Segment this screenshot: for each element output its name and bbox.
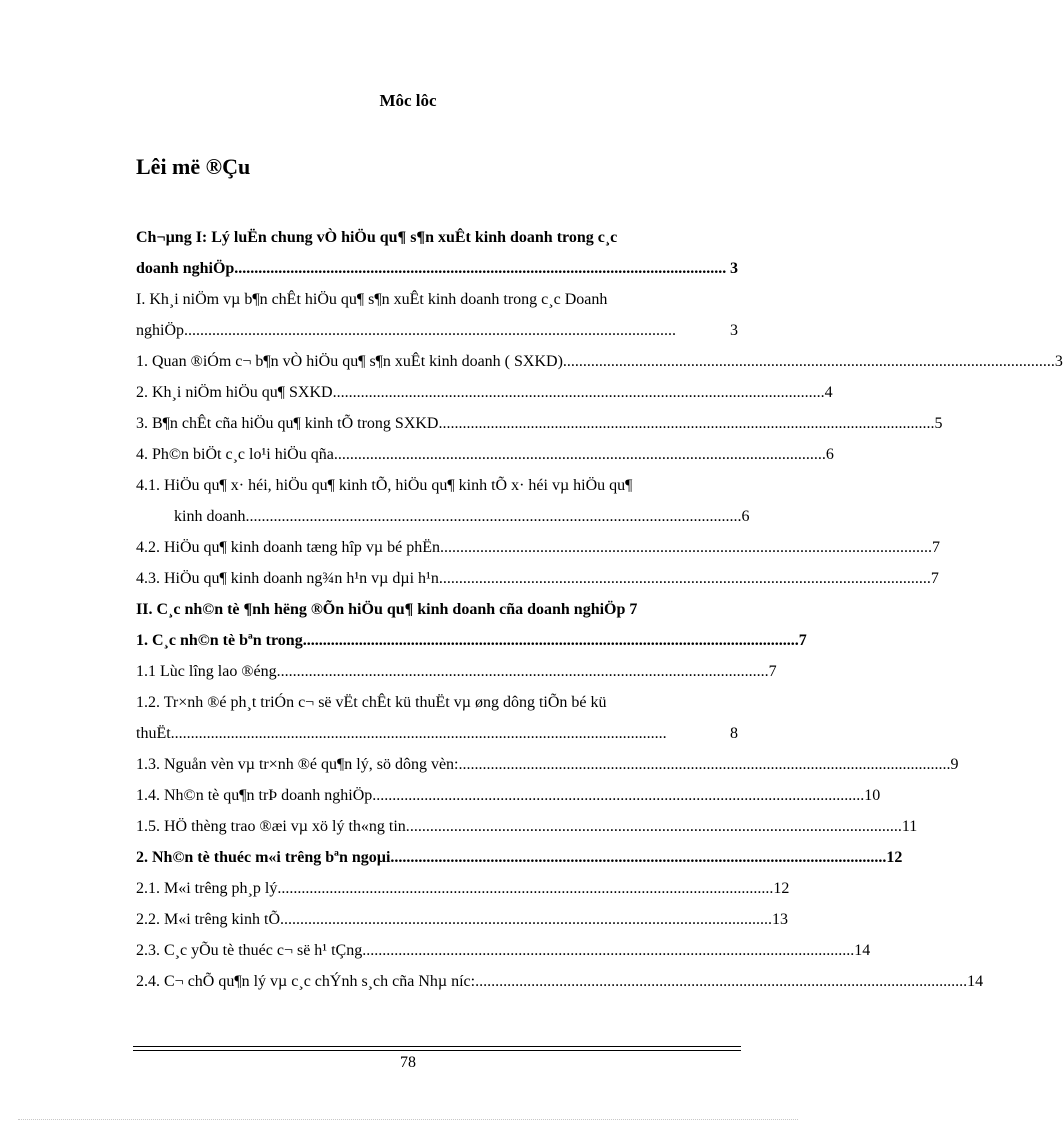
toc-entry	[136, 284, 738, 315]
toc-page-number: 6	[825, 445, 834, 463]
toc-entry	[136, 501, 750, 532]
toc-entry-text: Ch¬µng I: Lý luËn chung vÒ hiÖu qu¶ s¶n xuÊt kinh doanh trong c¸c	[136, 228, 618, 246]
toc-dot-leader: ...........................................................................................................................	[174, 724, 667, 742]
toc-dot-leader: ...........................................................................................................................	[458, 755, 951, 773]
toc-entry-text: 1.1 Lùc lîng lao ®éng	[136, 662, 277, 680]
toc-dot-leader: ...........................................................................................................................	[184, 321, 676, 339]
toc-entry-text: 1.5. HÖ thèng trao ®æi vµ xö lý th«ng tin.	[136, 817, 410, 835]
toc-dot-leader: ...........................................................................................................................	[372, 786, 865, 804]
toc-dot-leader: ...........................................................................................................................	[442, 414, 935, 432]
toc-page-number: 5	[934, 414, 943, 432]
toc-entry	[136, 904, 788, 935]
toc-entry	[136, 935, 871, 966]
toc-entry	[136, 377, 833, 408]
toc-page-number: 7	[932, 538, 941, 556]
toc-entry	[136, 811, 918, 842]
toc-page-number: 12	[886, 848, 903, 866]
table-of-contents	[136, 222, 1063, 997]
toc-entry-text: 2.1. M«i trêng ph¸p lý.	[136, 879, 282, 897]
footer-double-rule	[133, 1046, 741, 1051]
toc-entry	[136, 222, 738, 253]
toc-entry-text: 2. Kh¸i niÖm hiÖu qu¶ SXKD	[136, 383, 333, 401]
toc-dot-leader: ...........................................................................................................................	[394, 848, 887, 866]
toc-page-number: 3	[730, 321, 738, 339]
toc-entry-text: 1.2. Tr×nh ®é ph¸t triÓn c¬ së vËt chÊt kü thuËt vµ øng dông tiÕn bé kü	[136, 693, 607, 711]
toc-page-number: 14	[854, 941, 871, 959]
toc-dot-leader: ...........................................................................................................................	[332, 383, 825, 401]
toc-entry	[136, 563, 939, 594]
toc-entry	[136, 532, 941, 563]
toc-dot-leader: ...........................................................................................................................	[249, 507, 742, 525]
toc-entry-text: 4. Ph©n biÖt c¸c lo¹i hiÖu qña	[136, 445, 334, 463]
toc-dot-leader: ...........................................................................................................................	[475, 972, 968, 990]
toc-page-number: 3	[1054, 352, 1063, 370]
toc-entry-text: 2.3. C¸c yÕu tè thuéc c¬ së h¹ tÇng	[136, 941, 363, 959]
toc-entry-text: 2.4. C¬ chÕ qu¶n lý vµ c¸c chÝnh s¸ch cña Nhµ níc:	[136, 972, 476, 990]
toc-page-number: 7	[930, 569, 939, 587]
toc-dot-leader: ...........................................................................................................................	[306, 631, 799, 649]
toc-entry-text: 1.3. Nguån vèn vµ tr×nh ®é qu¶n lý, sö dông vèn:	[136, 755, 459, 773]
toc-entry-text: 2. Nh©n tè thuéc m«i trêng bªn ngoµi.	[136, 848, 395, 866]
toc-page-number: 9	[950, 755, 959, 773]
toc-dot-leader: ...........................................................................................................................	[438, 569, 931, 587]
page-bottom-border	[18, 1119, 798, 1120]
toc-entry	[136, 439, 834, 470]
toc-entry	[136, 625, 807, 656]
toc-entry	[136, 315, 738, 346]
toc-entry	[136, 470, 738, 501]
toc-page-number: 6	[741, 507, 750, 525]
toc-entry	[136, 408, 943, 439]
toc-dot-leader: ...........................................................................................................................	[234, 259, 727, 277]
toc-entry-text: II. C¸c nh©n tè ¶nh hëng ®Õn hiÖu qu¶ kinh doanh cña doanh nghiÖp 7	[136, 600, 638, 618]
toc-entry	[136, 687, 738, 718]
toc-entry-text: nghiÖp	[136, 321, 184, 339]
toc-entry-text: kinh doanh.	[174, 507, 250, 525]
toc-entry	[136, 656, 777, 687]
toc-entry	[136, 346, 1063, 377]
toc-page-number: 13	[772, 910, 788, 928]
toc-dot-leader: ...........................................................................................................................	[409, 817, 902, 835]
toc-entry-text: I. Kh¸i niÖm vµ b¶n chÊt hiÖu qu¶ s¶n xuÊt kinh doanh trong c¸c Doanh	[136, 290, 608, 308]
toc-dot-leader: ...........................................................................................................................	[440, 538, 933, 556]
toc-entry-text: 1. Quan ®iÓm c¬ b¶n vÒ hiÖu qu¶ s¶n xuÊt kinh doanh ( SXKD)	[136, 352, 563, 370]
toc-dot-leader: ...........................................................................................................................	[281, 879, 774, 897]
toc-entry-text: 4.1. HiÖu qu¶ x· héi, hiÖu qu¶ kinh tÕ, hiÖu qu¶ kinh tÕ x· héi vµ hiÖu qu¶	[136, 476, 633, 494]
toc-dot-leader: ...........................................................................................................................	[280, 910, 772, 928]
toc-dot-leader: ...........................................................................................................................	[333, 445, 826, 463]
page-title: Môc lôc	[379, 91, 437, 110]
preface-heading: Lêi më ®Çu	[136, 154, 251, 179]
toc-dot-leader: ...........................................................................................................................	[362, 941, 855, 959]
toc-entry	[136, 780, 881, 811]
toc-entry-text: 1. C¸c nh©n tè bªn trong.	[136, 631, 307, 649]
toc-page-number: 7	[768, 662, 777, 680]
toc-entry	[136, 966, 984, 997]
toc-entry-text: 3. B¶n chÊt cña hiÖu qu¶ kinh tÕ trong SXKD.	[136, 414, 443, 432]
toc-page-number: 4	[824, 383, 833, 401]
toc-entry	[136, 873, 790, 904]
toc-entry-text: 2.2. M«i trêng kinh tÕ	[136, 910, 280, 928]
toc-entry-text: 4.3. HiÖu qu¶ kinh doanh ng¾n h¹n vµ dµi h¹n	[136, 569, 439, 587]
toc-entry	[136, 842, 903, 873]
toc-page-number: 11	[901, 817, 918, 835]
toc-page-number: 12	[773, 879, 790, 897]
toc-entry	[136, 749, 959, 780]
toc-entry	[136, 594, 738, 625]
toc-dot-leader: ...........................................................................................................................	[562, 352, 1055, 370]
toc-entry	[136, 253, 738, 284]
toc-page-number: 10	[864, 786, 881, 804]
toc-entry-text: doanh nghiÖp	[136, 259, 235, 277]
toc-dot-leader: ...........................................................................................................................	[276, 662, 769, 680]
footer-page-number: 78	[400, 1054, 416, 1071]
toc-page-number: 8	[730, 724, 738, 742]
toc-entry-text: 1.4. Nh©n tè qu¶n trÞ doanh nghiÖp	[136, 786, 373, 804]
toc-page-number: 3	[730, 259, 738, 277]
toc-page-number: 14	[967, 972, 984, 990]
toc-entry-text: 4.2. HiÖu qu¶ kinh doanh tæng hîp vµ bé phËn	[136, 538, 441, 556]
toc-page-number: 7	[798, 631, 807, 649]
toc-entry-text: thuËt.	[136, 724, 175, 742]
toc-entry	[136, 718, 738, 749]
